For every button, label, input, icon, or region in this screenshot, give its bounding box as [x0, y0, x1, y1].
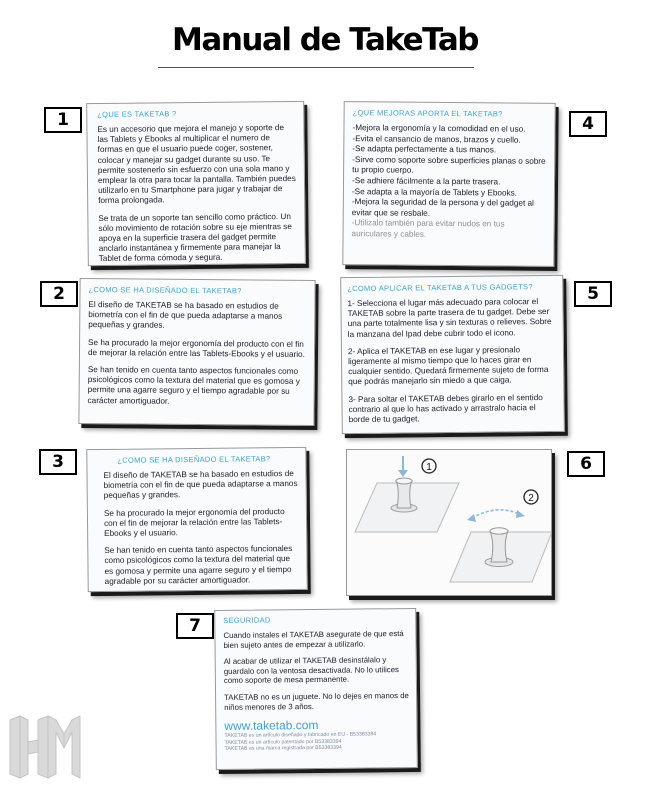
list-item: -Sirve como soporte sobre superficies planas o sobre tu propio cuerpo.: [352, 154, 546, 176]
card-paragraph: Es un accesorio que mejora el manejo y soporte de las Tablets y Ebooks al multiplicar el numero de formas en que el usuario puede coger, sostener, colocar y manejar su gadget durante su uso. Te permite sostenerlo sin esfuerzo con una sola mano y emplear la otra para tocar la pantalla. También puedes utilizarlo en tu Smartphone para jugar y trabajar de forma prolongada.: [97, 123, 296, 206]
taketab-body-1: [396, 481, 412, 508]
card-heading: SEGURIDAD: [223, 615, 271, 625]
card-paragraph: Se han tenido en cuenta tanto aspectos funcionales como psicológicos como la textura del material que es gomosa y permite una agarre seguro y el tiempo agradable por su carácter amortiguador.: [87, 365, 300, 406]
section-number-5: 5: [574, 281, 612, 307]
card-heading: ¿COMO SE HA DISEÑADO EL TAKETAB?: [117, 454, 271, 465]
rotation-arrow-head-icon: [467, 514, 476, 522]
card-como-se-ha-disenado-2: [86, 447, 307, 592]
section-number-4: 4: [569, 111, 607, 137]
taketab-diagram: [347, 450, 552, 596]
step-2-label: 2: [528, 493, 534, 504]
card-como-se-ha-disenado: [78, 278, 315, 426]
card-illustration: [346, 449, 552, 596]
title-divider: [158, 67, 474, 68]
hm-logo: [6, 712, 86, 782]
section-number-7: 7: [176, 613, 214, 639]
card-heading: ¿QUE ES TAKETAB ?: [97, 109, 177, 120]
rotation-arrow-icon: [472, 510, 519, 518]
card-seguridad: [214, 608, 418, 770]
section-number-2: 2: [40, 281, 78, 307]
card-paragraph: Cuando instales el TAKETAB asegurate de que está bien sujeto antes de empezar a utilizarlo.: [223, 629, 404, 650]
card-paragraph: Se han tenido en cuenta tanto aspectos funcionales como psicológicos como la textura del material que es gomosa y permite una agarre seguro y el tiempo agradable por su carácter amortiguador.: [104, 544, 293, 586]
card-paragraph: 2- Aplica el TAKETAB en ese lugar y presionalo ligeramente al mismo tiempo que lo haces girar en cualquier sentido. Quedará firmemente sujeto de forma que podrás manejarlo sin miedo a que caiga.: [347, 345, 549, 387]
step-1-label: 1: [426, 462, 432, 473]
section-number-1: 1: [44, 107, 82, 133]
list-item: -Utilizalo también para evitar nudos en tus auriculares y cables.: [351, 218, 505, 239]
card-heading: ¿QUE MEJORAS APORTA EL TAKETAB?: [352, 108, 503, 119]
taketab-top-1: [396, 478, 412, 484]
list-item: -Se adapta a la mayoría de Tablets y Ebooks.: [351, 186, 518, 198]
taketab-body-2: [490, 531, 508, 562]
website-link[interactable]: www.taketab.com: [224, 718, 319, 734]
card-paragraph: El diseño de TAKETAB se ha basado en estudios de biometría con el fin de que pueda adaptarse a manos pequeñas y grandes.: [88, 300, 283, 331]
rotation-arrow-head-icon: [516, 510, 525, 518]
card-como-aplicar: [340, 275, 565, 434]
card-paragraph: 1- Selecciona el lugar más adecuado para colocar el TAKETAB sobre la parte trasera de tu gadget. Debe ser una parte totalmente lisa y sin texturas o relieves. Sobre la manzana del Ipad debe cubrir todo el icono.: [347, 297, 552, 339]
card-paragraph: Se ha procurado la mejor ergonomía del producto con el fin de mejorar la relación entre las Tablets-Ebooks y el usuario.: [103, 506, 285, 538]
card-que-mejoras: [342, 101, 555, 267]
taketab-top-2: [490, 528, 508, 534]
list-item: -Se adhiere fácilmente a la parte trasera.: [351, 176, 501, 187]
fine-print-line: TAKETAB es un artículo diseñado y fabricado en EU - B53383394: [224, 731, 377, 740]
fine-print-line: TAKETAB es una marca registrada por B53383394: [224, 744, 342, 753]
card-paragraph: El diseño de TAKETAB se ha basado en estudios de biometría con el fin de que pueda adaptarse a manos pequeñas y grandes.: [103, 468, 298, 501]
fine-print-line: TAKETAB es un artículo patentado por B53383394: [224, 738, 342, 746]
section-number-6: 6: [567, 451, 605, 477]
page-title: Manual de TakeTab: [172, 22, 478, 58]
card-paragraph: Al acabar de utilizar el TAKETAB desinstálalo y guardalo con la ventosa desactivada. No lo utilices como soporte de mesa permanente.: [223, 655, 399, 686]
card-paragraph: Se trata de un soporte tan sencillo como práctico. Un sólo movimiento de rotación sobre su eje mientras se apoya en la superficie trasera del gadget permite anclarlo instantánea y firmemente para manejar la Tablet de forma cómoda y segura.: [98, 211, 292, 264]
card-paragraph: 3- Para soltar el TAKETAB debes girarlo en el sentido contrario al que lo has activado y arrastralo hacia el borde de tu gadget.: [348, 392, 543, 425]
section-number-3: 3: [39, 449, 77, 475]
fine-print: [224, 731, 409, 752]
list-item: -Se adapta perfectamente a tus manos.: [352, 144, 497, 155]
list-item: -Mejora la seguridad de la persona y del gadget al evitar que se resbale.: [351, 197, 534, 218]
list-item: -Evita el cansancio de manos, brazos y cuello.: [352, 133, 521, 145]
arrow-head-icon: [398, 470, 408, 477]
card-paragraph: Se ha procurado la mejor ergonomía del producto con el fin de mejorar la relación entre las Tablets-Ebooks y el usuario.: [87, 337, 305, 359]
list-item: -Mejora la ergonomía y la comodidad en el uso.: [352, 123, 526, 134]
card-heading: ¿COMO APLICAR EL TAKETAB A TUS GADGETS?: [347, 282, 533, 294]
card-heading: ¿COMO SE HA DISEÑADO EL TAKETAB?: [88, 285, 242, 296]
card-que-es-taketab: [86, 101, 306, 266]
card-paragraph: TAKETAB no es un juguete. No lo dejes en manos de niños menores de 3 años.: [224, 690, 409, 712]
